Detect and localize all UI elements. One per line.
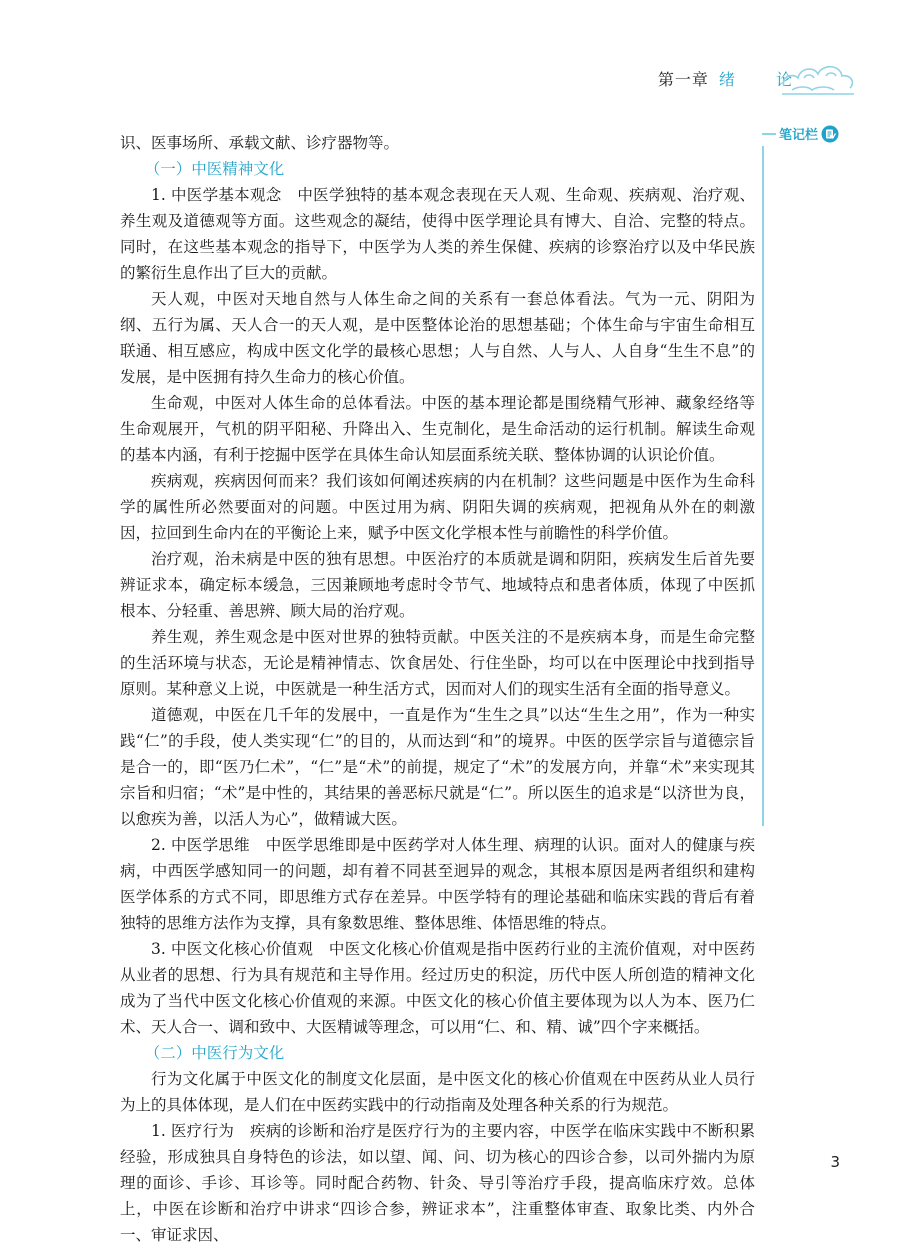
paragraph: 疾病观，疾病因何而来？我们该如何阐述疾病的内在机制？这些问题是中医作为生命科学的属性所必然要面对的问题。中医过用为病、阴阳失调的疾病观，把视角从外在的刺激因，拉回到生命内在的平衡论上来，赋予中医文化学根本性与前瞻性的科学价值。 xyxy=(120,472,755,542)
paragraph: 1. 中医学基本观念 中医学独特的基本观念表现在天人观、生命观、疾病观、治疗观、养生观及道德观等方面。这些观念的凝结，使得中医学理论具有博大、自洽、完整的特点。同时，在这些基本观念的指导下，中医学为人类的养生保健、疾病的诊察治疗以及中华民族的繁衍生息作出了巨大的贡献。 xyxy=(120,186,755,282)
cloud-ornament-icon xyxy=(778,52,858,98)
paragraph: 3. 中医文化核心价值观 中医文化核心价值观是指中医药行业的主流价值观，对中医药从业者的思想、行为具有规范和主导作用。经过历史的积淀，历代中医人所创造的精神文化成为了当代中医文化核心价值观的来源。中医文化的核心价值主要体现为以人为本、医乃仁术、天人合一、调和致中、大医精诚等理念，可以用“仁、和、精、诚”四个字来概括。 xyxy=(120,940,755,1036)
chapter-number: 第一章 xyxy=(657,69,709,89)
paragraph: 天人观，中医对天地自然与人体生命之间的关系有一套总体看法。气为一元、阴阳为纲、五行为属、天人合一的天人观，是中医整体论治的思想基础；个体生命与宇宙生命相互联通、相互感应，构成中医文化学的最核心思想；人与自然、人与人、人自身“生生不息”的发展，是中医拥有持久生命力的核心价值。 xyxy=(120,290,755,386)
section-heading-behavior-culture: （二）中医行为文化 xyxy=(144,1044,285,1062)
paragraph: 识、医事场所、承载文献、诊疗器物等。 xyxy=(120,134,400,152)
pen-note-icon xyxy=(821,125,839,143)
paragraph: 养生观，养生观念是中医对世界的独特贡献。中医关注的不是疾病本身，而是生命完整的生活环境与状态，无论是精神情志、饮食居处、行住坐卧，均可以在中医理论中找到指导原则。某种意义上说，中医就是一种生活方式，因而对人们的现实生活有全面的指导意义。 xyxy=(120,628,755,698)
paragraph: 道德观，中医在几千年的发展中，一直是作为“生生之具”以达“生生之用”，作为一种实践“仁”的手段，使人类实现“仁”的目的，从而达到“和”的境界。中医的医学宗旨与道德宗旨是合一的，即“医乃仁术”，“仁”是“术”的前提，规定了“术”的发展方向，并靠“术”来实现其宗旨和归宿；“术”是中性的，其结果的善恶标尺就是“仁”。所以医生的追求是“以济世为良，以愈疾为善，以活人为心”，做精诚大医。 xyxy=(120,706,755,828)
notes-label: 笔记栏 xyxy=(779,128,819,143)
section-heading-spirit-culture: （一）中医精神文化 xyxy=(144,160,285,178)
main-text xyxy=(120,130,755,1248)
paragraph: 行为文化属于中医文化的制度文化层面，是中医文化的核心价值观在中医药从业人员行为上的具体体现，是人们在中医药实践中的行动指南及处理各种关系的行为规范。 xyxy=(120,1070,755,1114)
paragraph: 2. 中医学思维 中医学思维即是中医药学对人体生理、病理的认识。面对人的健康与疾病，中西医学感知同一的问题，却有着不同甚至迥异的观念，其根本原因是两者组织和建构医学体系的方式不同，即思维方式存在差异。中医学特有的理论基础和临床实践的背后有着独特的思维方法作为支撑，具有象数思维、整体思维、体悟思维的特点。 xyxy=(120,836,755,932)
paragraph: 生命观，中医对人体生命的总体看法。中医的基本理论都是围绕精气形神、藏象经络等生命观展开，气机的阴平阳秘、升降出入、生克制化，是生命活动的运行机制。解读生命观的基本内涵，有利于挖掘中医学在具体生命认知层面系统关联、整体协调的认识论价值。 xyxy=(120,394,755,464)
notes-tab xyxy=(762,124,839,143)
paragraph: 1. 医疗行为 疾病的诊断和治疗是医疗行为的主要内容，中医学在临床实践中不断积累经验，形成独具自身特色的诊法，如以望、闻、问、切为核心的四诊合参，以司外揣内为原理的面诊、手诊、耳诊等。同时配合药物、针灸、导引等治疗手段，提高临床疗效。总体上，中医在诊断和治疗中讲求“四诊合参，辨证求本”，注重整体审查、取象比类、内外合一、审证求因、 xyxy=(120,1122,755,1244)
paragraph: 治疗观，治未病是中医的独有思想。中医治疗的本质就是调和阴阳，疾病发生后首先要辨证求本，确定标本缓急，三因兼顾地考虑时令节气、地域特点和患者体质，体现了中医抓根本、分轻重、善思辨、顾大局的治疗观。 xyxy=(120,550,755,620)
page-number: 3 xyxy=(830,1153,840,1171)
chapter-title: 绪 论 xyxy=(718,69,810,89)
notes-divider xyxy=(762,146,764,826)
